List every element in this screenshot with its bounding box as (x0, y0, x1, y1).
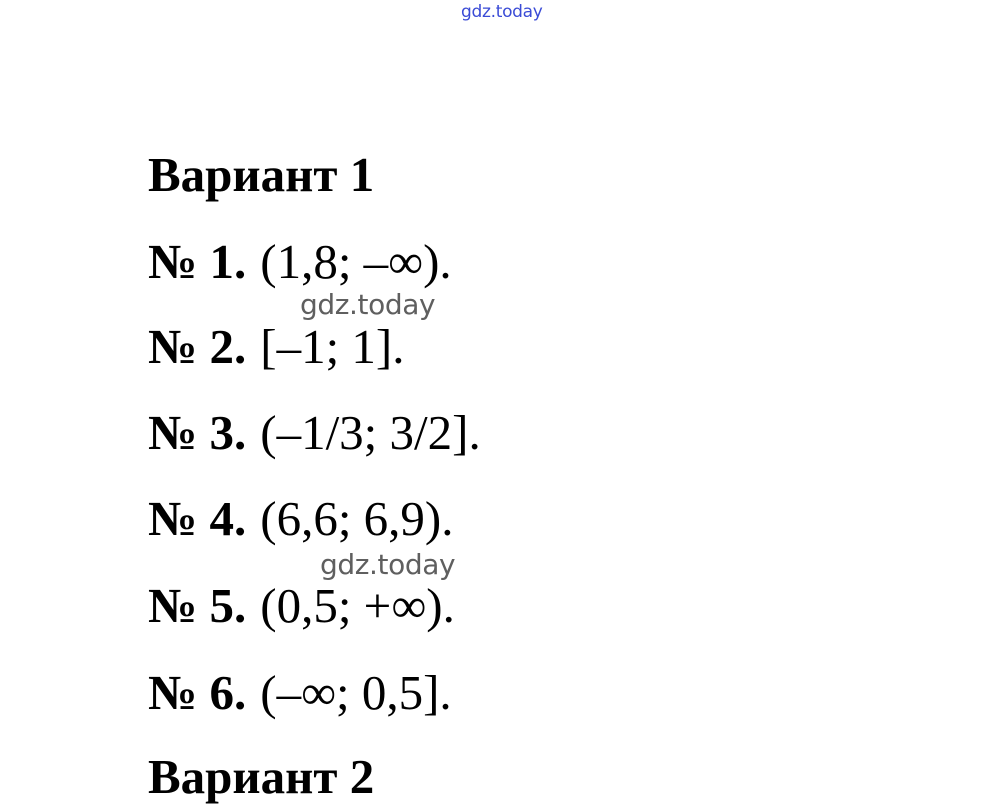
variant-2-heading: Вариант 2 (148, 749, 375, 804)
answer-6-number: № 6. (148, 665, 247, 720)
answer-6 (148, 664, 452, 721)
answer-3 (148, 404, 481, 461)
answer-3-number: № 3. (148, 405, 247, 460)
answer-3-value: (–1/3; 3/2]. (260, 405, 481, 460)
answer-4 (148, 490, 454, 547)
watermark: gdz.today (300, 288, 436, 321)
answer-1 (148, 233, 452, 290)
answer-5-value: (0,5; +∞). (260, 578, 455, 633)
answer-4-number: № 4. (148, 491, 247, 546)
watermark: gdz.today (320, 548, 456, 581)
answer-2-number: № 2. (148, 319, 247, 374)
variant-1-heading: Вариант 1 (148, 147, 375, 202)
answer-2 (148, 318, 405, 375)
answer-2-value: [–1; 1]. (260, 319, 405, 374)
answer-5 (148, 577, 455, 634)
answer-6-value: (–∞; 0,5]. (260, 665, 452, 720)
answer-1-number: № 1. (148, 234, 247, 289)
watermark-top-link: gdz.today (461, 2, 543, 22)
answer-4-value: (6,6; 6,9). (260, 491, 454, 546)
answer-1-value: (1,8; –∞). (260, 234, 452, 289)
answer-5-number: № 5. (148, 578, 247, 633)
